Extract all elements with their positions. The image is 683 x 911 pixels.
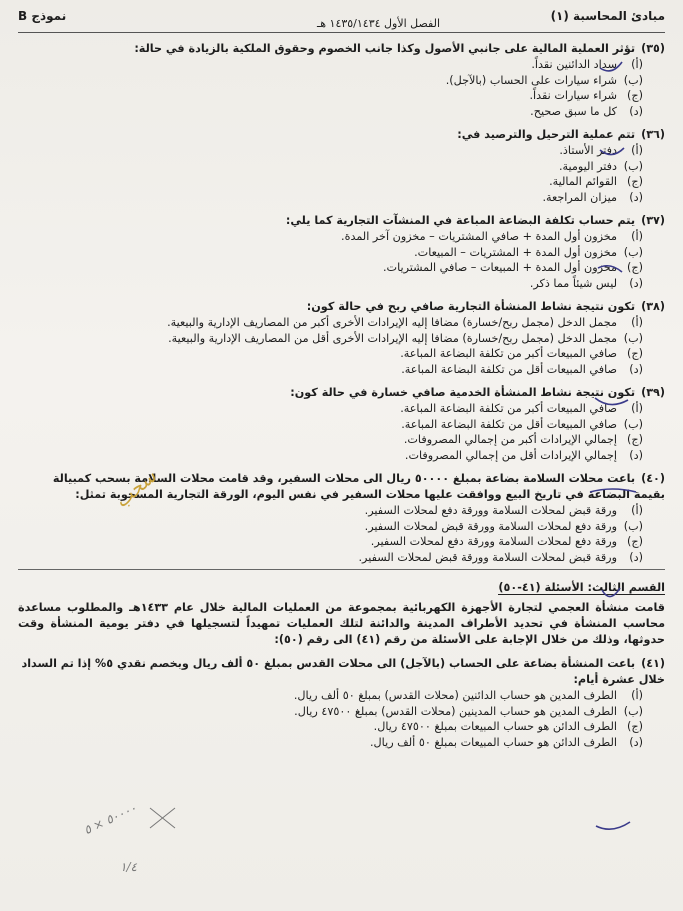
question-block [18,127,665,205]
model-label: نموذج B [18,9,67,23]
question-block [18,299,665,377]
answer-option[interactable]: (ج) مخزون أول المدة + المبيعات – صافي المشتريات. [382,261,643,274]
section3-title: القسم الثالث: الأسئلة (٤١-٥٠) [498,581,665,594]
answer-option[interactable]: (د) كل ما سبق صحيح. [530,104,643,118]
question-41 [18,656,665,750]
answer-option[interactable]: (أ) سداد الدائنين نقداً. [531,58,643,71]
answer-option[interactable]: (أ) ورقة قبض لمحلات السلامة وورقة دفع لمحلات السفير. [364,504,643,517]
answer-option[interactable]: (ب) ورقة دفع لمحلات السلامة وورقة قبض لمحلات السفير. [364,519,643,533]
term-label: الفصل الأول ١٤٣٥/١٤٣٤ هـ [317,17,440,30]
question-block [18,213,665,291]
question-text: (٣٥)تؤثر العملية المالية على جانبي الأصول وكذا جانب الخصوم وحقوق الملكية بالزيادة في حالة: [134,42,665,55]
question-text: (٣٨)تكون نتيجة نشاط المنشأة التجارية صافي ربح في حالة كون: [306,300,665,313]
handwritten-fraction: ١/٤ [120,860,137,874]
answer-option[interactable]: (د) ميزان المراجعة. [542,190,643,204]
answer-option[interactable]: (ج) ورقة دفع لمحلات السلامة وورقة دفع لمحلات السفير. [370,535,643,548]
questions-list [18,41,665,565]
question-text: (٤٠)باعت محلات السلامة بضاعة بمبلغ ٥٠٠٠٠ ريال الى محلات السفير، وقد قامت محلات السلامة بسحب كمبيالة بقيمة البضاعة في تاريخ البيع ووافقت عليها محلات السفير في نفس اليوم، الورقة التجارية المسحوبة تمثل: [52,472,665,501]
answer-option[interactable]: (د) الطرف الدائن هو حساب المبيعات بمبلغ ٥٠ ألف ريال. [370,735,643,749]
handwritten-note: سحب [110,465,161,513]
answer-option[interactable]: (أ) مجمل الدخل (مجمل ربح/خسارة) مضافا إليه الإيرادات الأخرى أكبر من المصاريف الإدارية والبيعية. [167,316,643,329]
answer-option[interactable]: (ج) صافي المبيعات أكبر من تكلفة البضاعة المباعة. [400,347,643,360]
answer-option[interactable]: (أ) صافي المبيعات أكبر من تكلفة البضاعة المباعة. [400,402,643,415]
answer-option[interactable]: (ج) الطرف الدائن هو حساب المبيعات بمبلغ ٤٧٥٠٠ ريال. [373,720,643,733]
handwritten-calc: ٥٠٠٠٠ × ٥ [81,800,139,838]
answer-options [18,503,643,565]
answer-options [18,57,643,119]
question-block [18,41,665,119]
answer-option[interactable]: (أ) الطرف المدين هو حساب الدائنين (محلات القدس) بمبلغ ٥٠ ألف ريال. [293,689,643,702]
question-text: (٣٩)تكون نتيجة نشاط المنشأة الخدمية صافي خسارة في حالة كون: [290,386,665,399]
answer-option[interactable]: (د) صافي المبيعات أقل من تكلفة البضاعة المباعة. [401,362,643,376]
tick-mark-41 [596,822,630,829]
course-title: مبادئ المحاسبة (١) [550,9,665,23]
answer-option[interactable]: (د) ليس شيئاً مما ذكر. [529,276,643,290]
answer-option[interactable]: (ج) إجمالي الإيرادات أكبر من إجمالي المصروفات. [403,433,643,446]
answer-option[interactable]: (د) ورقة قبض لمحلات السلامة وورقة قبض لمحلات السفير. [358,550,643,564]
answer-option[interactable]: (ب) الطرف المدين هو حساب المدينين (محلات القدس) بمبلغ ٤٧٥٠٠ ريال. [294,704,643,718]
answer-option[interactable]: (ب) صافي المبيعات أقل من تكلفة البضاعة المباعة. [401,417,643,431]
answer-option[interactable]: (ب) دفتر اليومية. [558,159,643,173]
page-header [18,6,665,33]
answer-option[interactable]: (ب) شراء سيارات على الحساب (بالآجل). [445,73,643,87]
answer-options [18,315,643,377]
question-text: (٣٦)تتم عملية الترحيل والترصيد في: [457,128,665,141]
answer-option[interactable]: (ج) شراء سيارات نقداً. [529,89,643,102]
answer-option[interactable]: (ب) مجمل الدخل (مجمل ربح/خسارة) مضافا إليه الإيرادات الأخرى أقل من المصاريف الإدارية والبيعية. [168,331,643,345]
answer-options [18,401,643,463]
answer-options [18,143,643,205]
question-41-options [18,688,643,750]
section-divider [18,569,665,570]
answer-option[interactable]: (أ) مخزون أول المدة + صافي المشتريات – مخزون آخر المدة. [341,230,643,243]
question-text: (٣٧)يتم حساب تكلفة البضاعة المباعة في المنشآت التجارية كما يلي: [285,214,665,227]
answer-option[interactable]: (د) إجمالي الإيرادات أقل من إجمالي المصروفات. [404,448,643,462]
section3-paragraph: قامت منشأة العجمي لتجارة الأجهزة الكهربائية بمجموعة من العمليات المالية خلال عام ١٤٣٣هـ والمطلوب مساعدة محاسب المنشأة في تحديد الأطراف المدينة والدائنة لتلك العمليات تمهيداً لتسجيلها في دفتر يومية المنشأة وقت حدوثها، وذلك من خلال الإجابة على الأسئلة من رقم (٤١) الى رقم (٥٠): [18,601,666,646]
question-block [18,385,665,463]
pencil-cross [150,808,175,828]
answer-options [18,229,643,291]
question-block [18,471,665,565]
answer-option[interactable]: (ج) القوائم المالية. [549,175,643,188]
question-41-text: (٤١)باعت المنشأة بضاعة على الحساب (بالآجل) الى محلات القدس بمبلغ ٥٠ ألف ريال وبخصم نقدي ٥% إذا تم السداد خلال عشرة أيام: [21,657,665,686]
answer-option[interactable]: (أ) دفتر الأستاذ. [559,144,643,157]
answer-option[interactable]: (ب) مخزون أول المدة + المشتريات – المبيعات. [414,245,643,259]
